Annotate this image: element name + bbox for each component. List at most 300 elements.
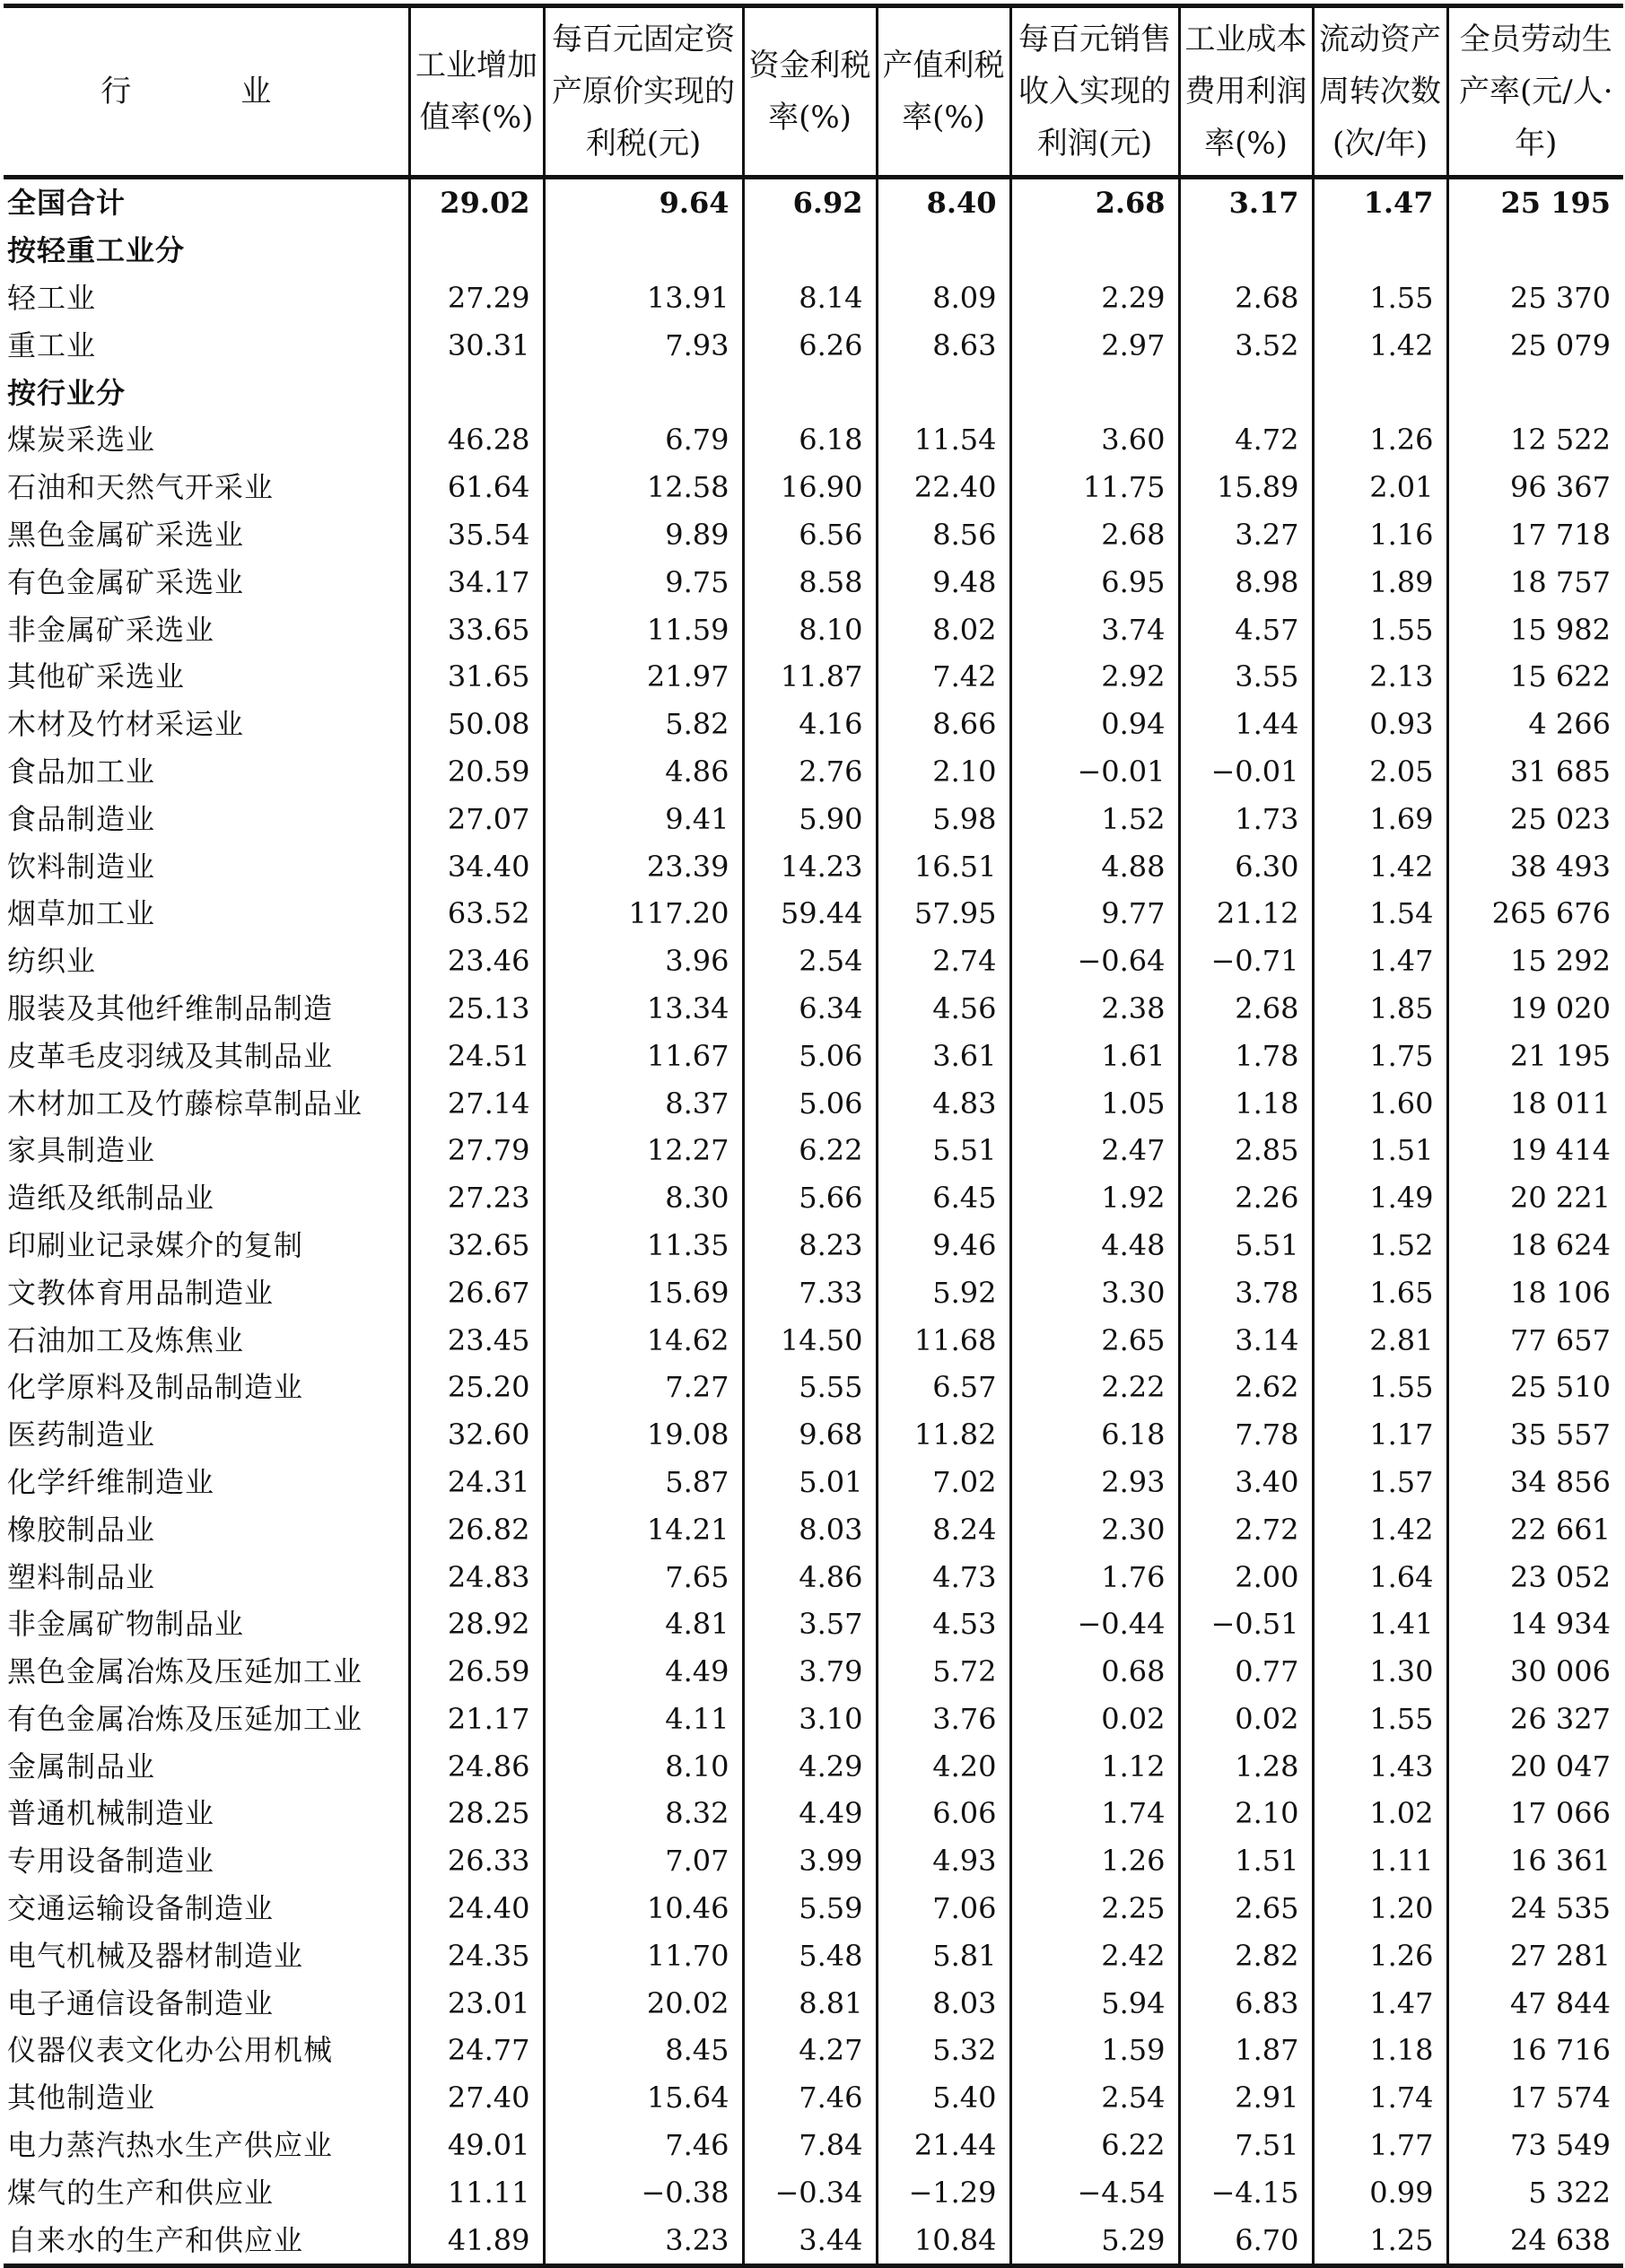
- cell-labor-productivity: 15 982: [1447, 606, 1623, 653]
- header-asset-turnover: 流动资产周转次数(次/年): [1313, 6, 1447, 178]
- cell-cost-profit-rate: 15.89: [1179, 464, 1313, 511]
- cell-tax-per-100-fixed-assets: 3.23: [544, 2216, 743, 2265]
- cell-industry: 文教体育用品制造业: [7, 1275, 275, 1310]
- cell-labor-productivity: 15 292: [1447, 938, 1623, 985]
- cell-cost-profit-rate: 2.65: [1179, 1885, 1313, 1932]
- cell-capital-tax-rate: 8.23: [743, 1222, 877, 1269]
- cell-value-added-rate: 11.11: [409, 2168, 544, 2216]
- total-row: [4, 178, 1623, 227]
- cell-industry: 塑料制品业: [7, 1559, 156, 1594]
- cell-profit-per-100-sales: 2.29: [1010, 275, 1179, 322]
- cell-value-added-rate: 49.01: [409, 2122, 544, 2169]
- cell-capital-tax-rate: 5.59: [743, 1885, 877, 1932]
- cell-tax-per-100-fixed-assets: 4.49: [544, 1648, 743, 1696]
- cell-tax-per-100-fixed-assets: 7.46: [544, 2122, 743, 2169]
- cell-tax-per-100-fixed-assets: 9.64: [544, 178, 743, 227]
- cell-capital-tax-rate: [743, 369, 877, 416]
- table-row: [4, 464, 1623, 511]
- cell-value-added-rate: 26.59: [409, 1648, 544, 1696]
- cell-industry: 饮料制造业: [7, 849, 156, 884]
- table-row: [4, 1411, 1623, 1459]
- cell-tax-per-100-fixed-assets: 9.89: [544, 511, 743, 559]
- cell-industry: 服装及其他纤维制品制造: [7, 990, 334, 1025]
- cell-cost-profit-rate: 2.91: [1179, 2074, 1313, 2122]
- cell-industry: 非金属矿采选业: [7, 612, 215, 647]
- cell-tax-per-100-fixed-assets: 20.02: [544, 1979, 743, 2027]
- cell-capital-tax-rate: 5.06: [743, 1032, 877, 1079]
- industry-indicator-table: [4, 4, 1623, 2268]
- cell-output-tax-rate: 57.95: [877, 890, 1010, 938]
- cell-labor-productivity: 20 221: [1447, 1174, 1623, 1222]
- cell-profit-per-100-sales: 2.97: [1010, 321, 1179, 369]
- cell-capital-tax-rate: 5.06: [743, 1079, 877, 1127]
- cell-output-tax-rate: 4.83: [877, 1079, 1010, 1127]
- cell-industry: 非金属矿物制品业: [7, 1607, 245, 1642]
- header-row: [4, 6, 1623, 178]
- cell-profit-per-100-sales: 1.52: [1010, 795, 1179, 842]
- cell-asset-turnover: 1.54: [1313, 890, 1447, 938]
- cell-value-added-rate: [409, 227, 544, 275]
- table-row: [4, 795, 1623, 842]
- table-row: [4, 985, 1623, 1033]
- cell-tax-per-100-fixed-assets: 23.39: [544, 842, 743, 890]
- cell-capital-tax-rate: 6.56: [743, 511, 877, 559]
- cell-labor-productivity: 17 718: [1447, 511, 1623, 559]
- cell-asset-turnover: 1.26: [1313, 1932, 1447, 1979]
- cell-profit-per-100-sales: 2.25: [1010, 1885, 1179, 1932]
- cell-cost-profit-rate: 6.83: [1179, 1979, 1313, 2027]
- cell-capital-tax-rate: 4.86: [743, 1553, 877, 1601]
- cell-industry: 煤炭采选业: [7, 423, 156, 458]
- cell-labor-productivity: 23 052: [1447, 1553, 1623, 1601]
- cell-labor-productivity: 18 106: [1447, 1269, 1623, 1316]
- cell-labor-productivity: 38 493: [1447, 842, 1623, 890]
- cell-tax-per-100-fixed-assets: 10.46: [544, 1885, 743, 1932]
- cell-labor-productivity: 16 716: [1447, 2027, 1623, 2074]
- cell-labor-productivity: 73 549: [1447, 2122, 1623, 2169]
- table-row: [4, 1505, 1623, 1553]
- cell-asset-turnover: 1.25: [1313, 2216, 1447, 2265]
- cell-asset-turnover: 1.89: [1313, 558, 1447, 606]
- cell-value-added-rate: 24.40: [409, 1885, 544, 1932]
- cell-output-tax-rate: 5.92: [877, 1269, 1010, 1316]
- cell-profit-per-100-sales: 0.02: [1010, 1696, 1179, 1743]
- cell-industry: 其他制造业: [7, 2080, 156, 2115]
- cell-labor-productivity: 19 020: [1447, 985, 1623, 1033]
- cell-profit-per-100-sales: 2.22: [1010, 1364, 1179, 1411]
- cell-value-added-rate: 28.92: [409, 1601, 544, 1648]
- table-row: [4, 321, 1623, 369]
- cell-asset-turnover: 1.51: [1313, 1127, 1447, 1174]
- cell-cost-profit-rate: 1.28: [1179, 1742, 1313, 1790]
- cell-asset-turnover: 1.42: [1313, 842, 1447, 890]
- cell-capital-tax-rate: 9.68: [743, 1411, 877, 1459]
- header-industry: 行 业: [100, 74, 311, 109]
- cell-industry: 造纸及纸制品业: [7, 1181, 215, 1216]
- cell-capital-tax-rate: 3.79: [743, 1648, 877, 1696]
- cell-profit-per-100-sales: 4.48: [1010, 1222, 1179, 1269]
- cell-profit-per-100-sales: 1.76: [1010, 1553, 1179, 1601]
- cell-labor-productivity: 19 414: [1447, 1127, 1623, 1174]
- cell-tax-per-100-fixed-assets: 4.86: [544, 748, 743, 796]
- cell-asset-turnover: 1.41: [1313, 1601, 1447, 1648]
- cell-value-added-rate: 50.08: [409, 701, 544, 748]
- cell-cost-profit-rate: −0.51: [1179, 1601, 1313, 1648]
- cell-cost-profit-rate: 4.57: [1179, 606, 1313, 653]
- cell-capital-tax-rate: 8.81: [743, 1979, 877, 2027]
- cell-value-added-rate: 30.31: [409, 321, 544, 369]
- cell-capital-tax-rate: 4.49: [743, 1790, 877, 1837]
- cell-tax-per-100-fixed-assets: 11.67: [544, 1032, 743, 1079]
- cell-cost-profit-rate: 2.00: [1179, 1553, 1313, 1601]
- header-output-tax-rate: 产值利税率(%): [877, 6, 1010, 178]
- cell-asset-turnover: 1.49: [1313, 1174, 1447, 1222]
- cell-capital-tax-rate: 7.84: [743, 2122, 877, 2169]
- cell-asset-turnover: 2.01: [1313, 464, 1447, 511]
- cell-industry: 家具制造业: [7, 1133, 156, 1168]
- cell-industry: 木材及竹材采运业: [7, 707, 245, 742]
- table-row: [4, 842, 1623, 890]
- cell-capital-tax-rate: 6.34: [743, 985, 877, 1033]
- cell-output-tax-rate: 7.06: [877, 1885, 1010, 1932]
- cell-asset-turnover: [1313, 227, 1447, 275]
- table-row: [4, 1364, 1623, 1411]
- cell-capital-tax-rate: 6.22: [743, 1127, 877, 1174]
- table-row: [4, 2027, 1623, 2074]
- section-row: [4, 369, 1623, 416]
- cell-asset-turnover: 1.02: [1313, 1790, 1447, 1837]
- cell-output-tax-rate: 11.82: [877, 1411, 1010, 1459]
- cell-cost-profit-rate: 1.44: [1179, 701, 1313, 748]
- cell-labor-productivity: 25 370: [1447, 275, 1623, 322]
- table-row: [4, 1222, 1623, 1269]
- cell-profit-per-100-sales: 0.68: [1010, 1648, 1179, 1696]
- cell-capital-tax-rate: [743, 227, 877, 275]
- table-row: [4, 1979, 1623, 2027]
- cell-cost-profit-rate: [1179, 227, 1313, 275]
- cell-profit-per-100-sales: −0.01: [1010, 748, 1179, 796]
- cell-profit-per-100-sales: −0.44: [1010, 1601, 1179, 1648]
- cell-cost-profit-rate: −0.01: [1179, 748, 1313, 796]
- cell-tax-per-100-fixed-assets: [544, 369, 743, 416]
- cell-capital-tax-rate: 3.10: [743, 1696, 877, 1743]
- cell-labor-productivity: 25 023: [1447, 795, 1623, 842]
- table-row: [4, 701, 1623, 748]
- cell-industry: 按行业分: [7, 375, 127, 410]
- cell-asset-turnover: 1.55: [1313, 1364, 1447, 1411]
- table-row: [4, 511, 1623, 559]
- cell-labor-productivity: 4 266: [1447, 701, 1623, 748]
- table-row: [4, 2122, 1623, 2169]
- cell-value-added-rate: 24.31: [409, 1459, 544, 1506]
- cell-tax-per-100-fixed-assets: 13.34: [544, 985, 743, 1033]
- cell-tax-per-100-fixed-assets: 9.75: [544, 558, 743, 606]
- cell-capital-tax-rate: 5.66: [743, 1174, 877, 1222]
- cell-asset-turnover: 1.75: [1313, 1032, 1447, 1079]
- cell-value-added-rate: 31.65: [409, 653, 544, 701]
- cell-cost-profit-rate: 3.17: [1179, 178, 1313, 227]
- cell-output-tax-rate: 4.56: [877, 985, 1010, 1033]
- cell-labor-productivity: 35 557: [1447, 1411, 1623, 1459]
- cell-tax-per-100-fixed-assets: 19.08: [544, 1411, 743, 1459]
- cell-tax-per-100-fixed-assets: 12.27: [544, 1127, 743, 1174]
- cell-output-tax-rate: 5.81: [877, 1932, 1010, 1979]
- cell-labor-productivity: 30 006: [1447, 1648, 1623, 1696]
- cell-asset-turnover: 2.13: [1313, 653, 1447, 701]
- header-capital-tax-rate: 资金利税率(%): [743, 6, 877, 178]
- cell-asset-turnover: 1.20: [1313, 1885, 1447, 1932]
- table-row: [4, 1742, 1623, 1790]
- cell-industry: 煤气的生产和供应业: [7, 2175, 275, 2210]
- table-row: [4, 1032, 1623, 1079]
- cell-profit-per-100-sales: 1.59: [1010, 2027, 1179, 2074]
- cell-output-tax-rate: 7.42: [877, 653, 1010, 701]
- cell-profit-per-100-sales: 2.92: [1010, 653, 1179, 701]
- cell-labor-productivity: 24 638: [1447, 2216, 1623, 2265]
- cell-output-tax-rate: 5.40: [877, 2074, 1010, 2122]
- cell-cost-profit-rate: 3.52: [1179, 321, 1313, 369]
- cell-capital-tax-rate: 7.33: [743, 1269, 877, 1316]
- cell-value-added-rate: 32.60: [409, 1411, 544, 1459]
- cell-profit-per-100-sales: [1010, 227, 1179, 275]
- table-row: [4, 1079, 1623, 1127]
- cell-output-tax-rate: 16.51: [877, 842, 1010, 890]
- cell-tax-per-100-fixed-assets: 8.10: [544, 1742, 743, 1790]
- cell-labor-productivity: [1447, 227, 1623, 275]
- cell-asset-turnover: 1.60: [1313, 1079, 1447, 1127]
- cell-value-added-rate: 23.45: [409, 1316, 544, 1364]
- cell-cost-profit-rate: 2.26: [1179, 1174, 1313, 1222]
- table-row: [4, 558, 1623, 606]
- cell-value-added-rate: 33.65: [409, 606, 544, 653]
- cell-tax-per-100-fixed-assets: 3.96: [544, 938, 743, 985]
- cell-labor-productivity: 25 510: [1447, 1364, 1623, 1411]
- cell-capital-tax-rate: 8.14: [743, 275, 877, 322]
- cell-output-tax-rate: 10.84: [877, 2216, 1010, 2265]
- cell-labor-productivity: 24 535: [1447, 1885, 1623, 1932]
- cell-industry: 金属制品业: [7, 1749, 156, 1784]
- cell-output-tax-rate: 9.46: [877, 1222, 1010, 1269]
- cell-tax-per-100-fixed-assets: 7.65: [544, 1553, 743, 1601]
- cell-industry: 医药制造业: [7, 1418, 156, 1452]
- cell-industry: 其他矿采选业: [7, 659, 186, 694]
- table-row: [4, 606, 1623, 653]
- cell-asset-turnover: 1.52: [1313, 1222, 1447, 1269]
- cell-asset-turnover: [1313, 369, 1447, 416]
- cell-industry: 轻工业: [7, 280, 97, 315]
- table-row: [4, 1127, 1623, 1174]
- cell-labor-productivity: 17 066: [1447, 1790, 1623, 1837]
- cell-asset-turnover: 1.17: [1313, 1411, 1447, 1459]
- cell-asset-turnover: 1.47: [1313, 938, 1447, 985]
- cell-industry: 烟草加工业: [7, 896, 156, 931]
- cell-output-tax-rate: 4.20: [877, 1742, 1010, 1790]
- cell-output-tax-rate: 8.02: [877, 606, 1010, 653]
- cell-tax-per-100-fixed-assets: 7.27: [544, 1364, 743, 1411]
- cell-capital-tax-rate: 4.16: [743, 701, 877, 748]
- cell-asset-turnover: 0.99: [1313, 2168, 1447, 2216]
- cell-profit-per-100-sales: −0.64: [1010, 938, 1179, 985]
- cell-industry: 重工业: [7, 327, 97, 362]
- cell-output-tax-rate: 2.74: [877, 938, 1010, 985]
- cell-value-added-rate: 24.51: [409, 1032, 544, 1079]
- section-row: [4, 227, 1623, 275]
- cell-labor-productivity: 47 844: [1447, 1979, 1623, 2027]
- cell-capital-tax-rate: 6.92: [743, 178, 877, 227]
- cell-value-added-rate: 63.52: [409, 890, 544, 938]
- cell-capital-tax-rate: 8.03: [743, 1505, 877, 1553]
- cell-tax-per-100-fixed-assets: 7.07: [544, 1837, 743, 1885]
- cell-capital-tax-rate: 5.90: [743, 795, 877, 842]
- cell-labor-productivity: 18 011: [1447, 1079, 1623, 1127]
- cell-cost-profit-rate: 3.55: [1179, 653, 1313, 701]
- cell-profit-per-100-sales: 2.68: [1010, 511, 1179, 559]
- cell-labor-productivity: 18 757: [1447, 558, 1623, 606]
- table-row: [4, 2074, 1623, 2122]
- cell-output-tax-rate: 6.45: [877, 1174, 1010, 1222]
- cell-tax-per-100-fixed-assets: 5.82: [544, 701, 743, 748]
- cell-industry: 电气机械及器材制造业: [7, 1938, 304, 1973]
- table-body: [4, 178, 1623, 2266]
- cell-capital-tax-rate: 5.01: [743, 1459, 877, 1506]
- cell-industry: 化学纤维制造业: [7, 1464, 215, 1499]
- table-row: [4, 653, 1623, 701]
- cell-asset-turnover: 0.93: [1313, 701, 1447, 748]
- cell-cost-profit-rate: 3.27: [1179, 511, 1313, 559]
- cell-profit-per-100-sales: −4.54: [1010, 2168, 1179, 2216]
- cell-tax-per-100-fixed-assets: 117.20: [544, 890, 743, 938]
- cell-profit-per-100-sales: 2.42: [1010, 1932, 1179, 1979]
- cell-cost-profit-rate: 3.40: [1179, 1459, 1313, 1506]
- cell-cost-profit-rate: [1179, 369, 1313, 416]
- cell-profit-per-100-sales: 3.74: [1010, 606, 1179, 653]
- cell-capital-tax-rate: 14.23: [743, 842, 877, 890]
- cell-labor-productivity: 25 195: [1447, 178, 1623, 227]
- cell-profit-per-100-sales: 6.22: [1010, 2122, 1179, 2169]
- cell-asset-turnover: 1.74: [1313, 2074, 1447, 2122]
- cell-profit-per-100-sales: 2.65: [1010, 1316, 1179, 1364]
- cell-profit-per-100-sales: 1.74: [1010, 1790, 1179, 1837]
- cell-industry: 黑色金属矿采选业: [7, 517, 245, 552]
- cell-labor-productivity: 25 079: [1447, 321, 1623, 369]
- table-header: [4, 6, 1623, 178]
- cell-cost-profit-rate: 7.51: [1179, 2122, 1313, 2169]
- cell-output-tax-rate: −1.29: [877, 2168, 1010, 2216]
- table-row: [4, 1790, 1623, 1837]
- cell-profit-per-100-sales: 4.88: [1010, 842, 1179, 890]
- table-row: [4, 1174, 1623, 1222]
- cell-labor-productivity: 96 367: [1447, 464, 1623, 511]
- cell-labor-productivity: 34 856: [1447, 1459, 1623, 1506]
- cell-labor-productivity: 15 622: [1447, 653, 1623, 701]
- cell-asset-turnover: 1.42: [1313, 1505, 1447, 1553]
- cell-labor-productivity: 265 676: [1447, 890, 1623, 938]
- cell-industry: 有色金属矿采选业: [7, 564, 245, 599]
- cell-industry: 有色金属冶炼及压延加工业: [7, 1701, 363, 1736]
- cell-capital-tax-rate: 16.90: [743, 464, 877, 511]
- cell-output-tax-rate: 2.10: [877, 748, 1010, 796]
- cell-cost-profit-rate: 5.51: [1179, 1222, 1313, 1269]
- cell-output-tax-rate: 4.93: [877, 1837, 1010, 1885]
- cell-cost-profit-rate: −0.71: [1179, 938, 1313, 985]
- header-tax-per-100-fixed-assets: 每百元固定资产原价实现的利税(元): [544, 6, 743, 178]
- cell-output-tax-rate: 3.76: [877, 1696, 1010, 1743]
- cell-asset-turnover: 1.42: [1313, 321, 1447, 369]
- cell-industry: 食品加工业: [7, 754, 156, 789]
- cell-capital-tax-rate: 2.76: [743, 748, 877, 796]
- cell-profit-per-100-sales: 0.94: [1010, 701, 1179, 748]
- cell-value-added-rate: 27.40: [409, 2074, 544, 2122]
- cell-tax-per-100-fixed-assets: 15.64: [544, 2074, 743, 2122]
- cell-capital-tax-rate: 11.87: [743, 653, 877, 701]
- cell-profit-per-100-sales: 2.38: [1010, 985, 1179, 1033]
- cell-cost-profit-rate: 3.14: [1179, 1316, 1313, 1364]
- cell-tax-per-100-fixed-assets: −0.38: [544, 2168, 743, 2216]
- cell-cost-profit-rate: 3.78: [1179, 1269, 1313, 1316]
- cell-tax-per-100-fixed-assets: 11.70: [544, 1932, 743, 1979]
- cell-asset-turnover: 1.55: [1313, 1696, 1447, 1743]
- cell-value-added-rate: 29.02: [409, 178, 544, 227]
- cell-tax-per-100-fixed-assets: 8.30: [544, 1174, 743, 1222]
- header-value-added-rate: 工业增加值率(%): [409, 6, 544, 178]
- cell-asset-turnover: 1.30: [1313, 1648, 1447, 1696]
- table-row: [4, 275, 1623, 322]
- cell-industry: 纺织业: [7, 944, 97, 979]
- cell-output-tax-rate: 8.66: [877, 701, 1010, 748]
- table-row: [4, 1459, 1623, 1506]
- cell-output-tax-rate: 11.54: [877, 416, 1010, 464]
- cell-cost-profit-rate: 1.18: [1179, 1079, 1313, 1127]
- cell-value-added-rate: 24.86: [409, 1742, 544, 1790]
- cell-cost-profit-rate: 0.77: [1179, 1648, 1313, 1696]
- cell-asset-turnover: 1.43: [1313, 1742, 1447, 1790]
- cell-output-tax-rate: 6.57: [877, 1364, 1010, 1411]
- cell-capital-tax-rate: 6.26: [743, 321, 877, 369]
- cell-value-added-rate: 26.82: [409, 1505, 544, 1553]
- cell-tax-per-100-fixed-assets: 5.87: [544, 1459, 743, 1506]
- cell-cost-profit-rate: 2.68: [1179, 275, 1313, 322]
- cell-output-tax-rate: 4.73: [877, 1553, 1010, 1601]
- cell-cost-profit-rate: 21.12: [1179, 890, 1313, 938]
- cell-labor-productivity: [1447, 369, 1623, 416]
- cell-tax-per-100-fixed-assets: 4.81: [544, 1601, 743, 1648]
- cell-cost-profit-rate: 2.10: [1179, 1790, 1313, 1837]
- cell-value-added-rate: 21.17: [409, 1696, 544, 1743]
- cell-profit-per-100-sales: 2.68: [1010, 178, 1179, 227]
- cell-asset-turnover: 2.81: [1313, 1316, 1447, 1364]
- cell-value-added-rate: [409, 369, 544, 416]
- cell-output-tax-rate: 5.98: [877, 795, 1010, 842]
- cell-tax-per-100-fixed-assets: 15.69: [544, 1269, 743, 1316]
- cell-industry: 黑色金属冶炼及压延加工业: [7, 1654, 363, 1689]
- cell-asset-turnover: 1.64: [1313, 1553, 1447, 1601]
- cell-asset-turnover: 1.77: [1313, 2122, 1447, 2169]
- cell-profit-per-100-sales: 2.54: [1010, 2074, 1179, 2122]
- cell-value-added-rate: 23.46: [409, 938, 544, 985]
- table-row: [4, 938, 1623, 985]
- cell-value-added-rate: 25.13: [409, 985, 544, 1033]
- cell-capital-tax-rate: 59.44: [743, 890, 877, 938]
- cell-industry: 印刷业记录媒介的复制: [7, 1227, 304, 1262]
- cell-output-tax-rate: 21.44: [877, 2122, 1010, 2169]
- header-cost-profit-rate: 工业成本费用利润率(%): [1179, 6, 1313, 178]
- header-profit-per-100-sales: 每百元销售收入实现的利润(元): [1010, 6, 1179, 178]
- cell-industry: 交通运输设备制造业: [7, 1891, 275, 1926]
- cell-output-tax-rate: 8.56: [877, 511, 1010, 559]
- cell-value-added-rate: 46.28: [409, 416, 544, 464]
- cell-profit-per-100-sales: 5.29: [1010, 2216, 1179, 2265]
- cell-value-added-rate: 32.65: [409, 1222, 544, 1269]
